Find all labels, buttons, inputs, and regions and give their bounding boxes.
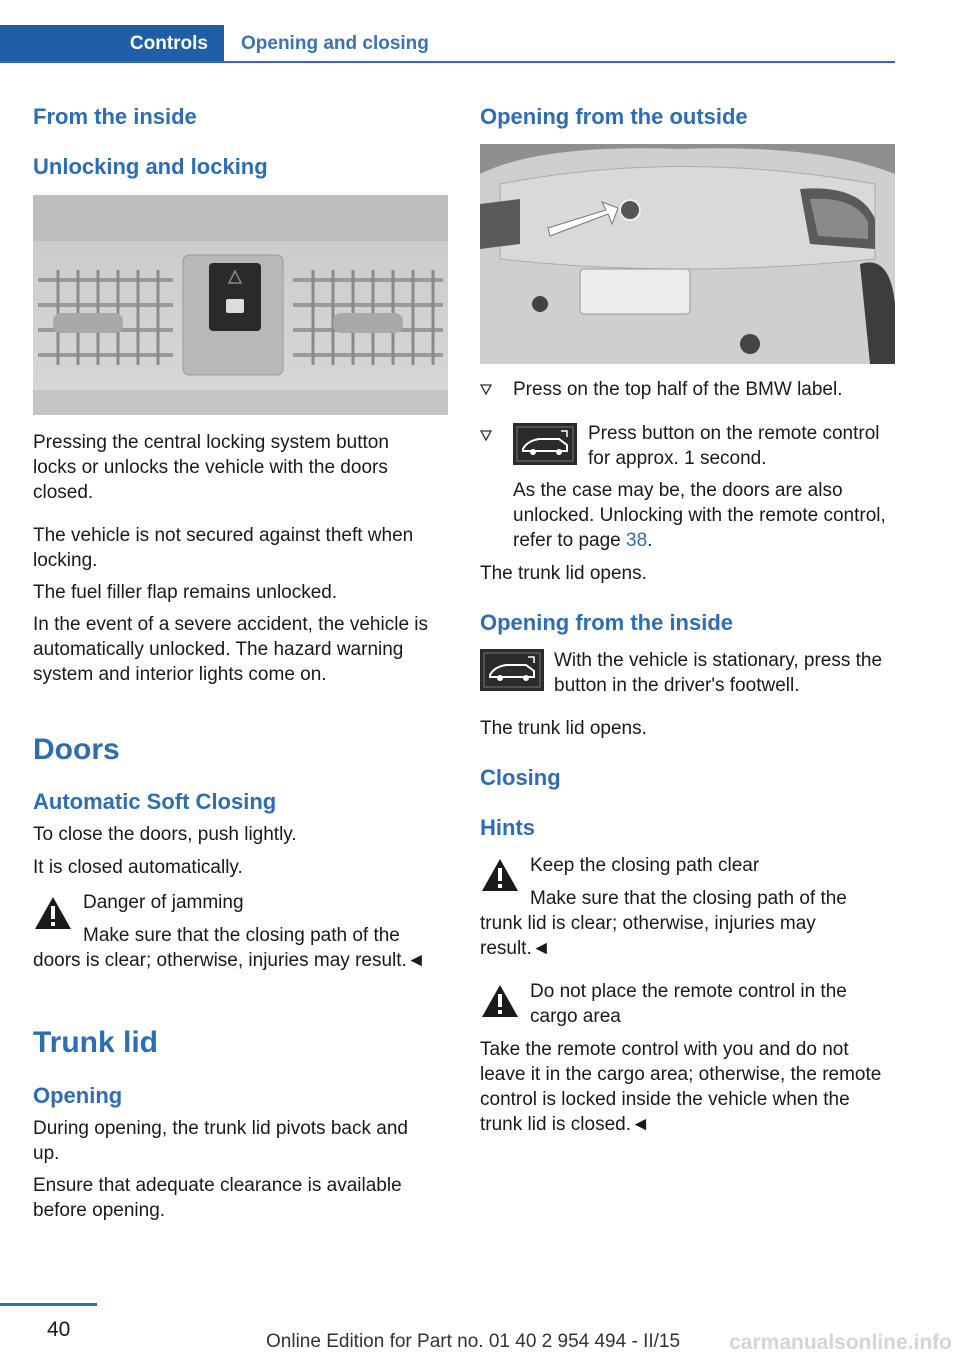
triangle-bullet-icon xyxy=(480,384,492,396)
heading-from-inside: From the inside xyxy=(33,104,197,129)
header-rule xyxy=(0,61,895,63)
note-doors-unlocked: As the case may be, the doors are also unlocked. Unlocking with the remote control, refer to page 38. xyxy=(513,480,886,551)
warning-closing-path-title: Keep the closing path clear xyxy=(530,855,760,876)
bullet-remote-control: Press button on the remote control for approx. 1 second. xyxy=(588,423,880,469)
heading-opening-inside: Opening from the inside xyxy=(480,610,734,635)
para-pivots: During opening, the trunk lid pivots back and up. xyxy=(33,1118,408,1164)
para-severe-accident: In the event of a severe accident, the vehicle is automatically unlocked. The hazard warning system and interior lights come on. xyxy=(33,614,429,685)
page-number: 40 xyxy=(47,1318,71,1341)
warning-closing-path-text: Make sure that the closing path of the trunk lid is clear; otherwise, injuries may result.◄ xyxy=(480,888,847,959)
central-locking-photo xyxy=(33,195,448,415)
bullet-bmw-label: Press on the top half of the BMW label. xyxy=(513,379,843,400)
warning-triangle-icon xyxy=(480,983,520,1019)
warning-jamming-text: Make sure that the closing path of the doors is clear; otherwise, injuries may result.◄ xyxy=(33,925,426,971)
heading-opening: Opening xyxy=(33,1083,123,1108)
footer-rule xyxy=(0,1303,97,1306)
trunk-button-icon xyxy=(480,649,544,691)
heading-soft-closing: Automatic Soft Closing xyxy=(33,789,277,814)
para-fuel-flap: The fuel filler flap remains unlocked. xyxy=(33,582,338,603)
para-central-locking: Pressing the central locking system button locks or unlocks the vehicle with the doors closed. xyxy=(33,432,389,503)
heading-hints: Hints xyxy=(480,815,535,840)
heading-trunk-lid: Trunk lid xyxy=(33,1026,159,1059)
warning-remote-title: Do not place the remote control in the cargo area xyxy=(530,981,847,1027)
footer-edition: Online Edition for Part no. 01 40 2 954 494 - II/15 xyxy=(266,1331,681,1352)
page-link-38[interactable]: 38 xyxy=(626,530,648,551)
heading-opening-outside: Opening from the outside xyxy=(480,104,748,129)
car-trunk-photo xyxy=(480,144,895,364)
para-not-secured: The vehicle is not secured against theft when locking. xyxy=(33,525,414,571)
triangle-bullet-icon xyxy=(480,430,492,442)
watermark: carmanualsonline.info xyxy=(729,1331,952,1354)
para-trunk-opens-1: The trunk lid opens. xyxy=(480,563,647,584)
header-tab-opening-closing[interactable]: Opening and closing xyxy=(241,32,429,54)
para-closed-automatically: It is closed automatically. xyxy=(33,857,243,878)
trunk-button-icon xyxy=(513,423,577,465)
para-trunk-opens-2: The trunk lid opens. xyxy=(480,718,647,739)
heading-closing: Closing xyxy=(480,765,561,790)
header-tab-controls[interactable]: Controls xyxy=(0,25,224,62)
warning-remote-text: Take the remote control with you and do not leave it in the cargo area; otherwise, the remote control is locked inside the vehicle when the trunk lid is closed.◄ xyxy=(480,1039,882,1135)
para-inside-button: With the vehicle is stationary, press the button in the driver's footwell. xyxy=(554,650,883,696)
heading-doors: Doors xyxy=(33,733,120,766)
heading-unlocking-locking: Unlocking and locking xyxy=(33,154,268,179)
para-push-lightly: To close the doors, push lightly. xyxy=(33,824,297,845)
para-clearance: Ensure that adequate clearance is available before opening. xyxy=(33,1175,402,1221)
warning-jamming-title: Danger of jamming xyxy=(83,892,244,913)
